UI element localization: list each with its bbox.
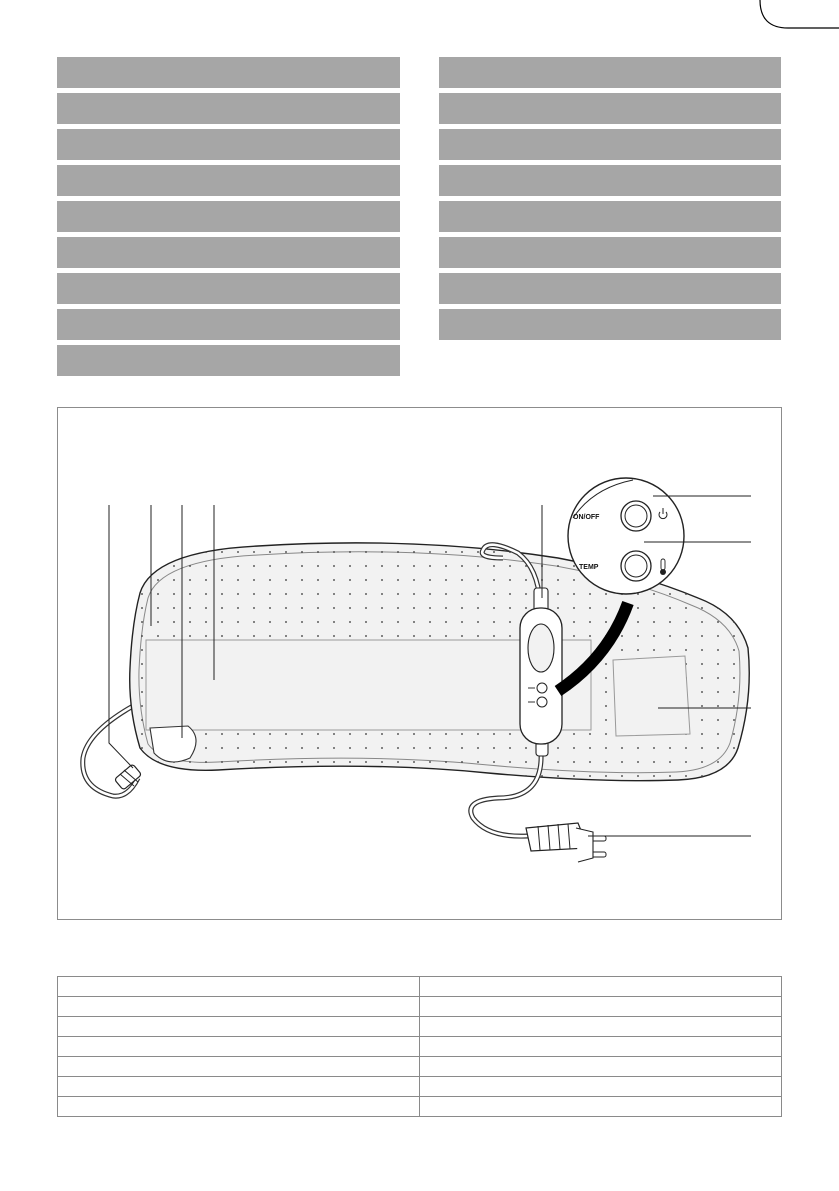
on-off-label: ON/OFF xyxy=(573,514,600,521)
table-cell xyxy=(420,997,782,1017)
table-row xyxy=(58,1057,782,1077)
language-bar-left-1 xyxy=(57,57,400,88)
controller-button-temp xyxy=(537,697,547,707)
table-cell xyxy=(58,1077,420,1097)
table-row xyxy=(58,1077,782,1097)
language-bar-left-6 xyxy=(57,237,400,268)
table-row xyxy=(58,977,782,997)
table-cell xyxy=(58,1037,420,1057)
controller-button-onoff xyxy=(537,683,547,693)
table-cell xyxy=(58,1097,420,1117)
language-bar-right-3 xyxy=(439,129,781,160)
language-bar-left-9 xyxy=(57,345,400,376)
table-cell xyxy=(58,1057,420,1077)
table-cell xyxy=(58,977,420,997)
language-bar-right-1 xyxy=(439,57,781,88)
controller-display xyxy=(528,624,554,672)
language-bar-left-4 xyxy=(57,165,400,196)
table-cell xyxy=(58,1017,420,1037)
table-cell xyxy=(58,997,420,1017)
table-row xyxy=(58,1037,782,1057)
thermometer-icon xyxy=(660,559,666,575)
table-cell xyxy=(420,1017,782,1037)
table-row xyxy=(58,997,782,1017)
language-bar-left-3 xyxy=(57,129,400,160)
heating-pad-drawing xyxy=(58,408,781,919)
table-cell xyxy=(420,1077,782,1097)
language-bar-left-8 xyxy=(57,309,400,340)
temp-label: TEMP xyxy=(579,564,599,571)
language-bar-left-2 xyxy=(57,93,400,124)
table-cell xyxy=(420,1037,782,1057)
language-bar-right-2 xyxy=(439,93,781,124)
language-bar-right-5 xyxy=(439,201,781,232)
product-illustration xyxy=(57,407,782,920)
table-cell xyxy=(420,1057,782,1077)
language-bar-right-4 xyxy=(439,165,781,196)
crop-mark xyxy=(0,0,839,40)
language-bar-left-7 xyxy=(57,273,400,304)
table-row xyxy=(58,1017,782,1037)
connector-plug xyxy=(114,764,141,790)
language-bar-right-6 xyxy=(439,237,781,268)
hand-controller xyxy=(520,588,562,756)
language-bar-right-8 xyxy=(439,309,781,340)
mains-plug xyxy=(526,823,606,862)
table-cell xyxy=(420,1097,782,1117)
language-bar-right-7 xyxy=(439,273,781,304)
specification-table xyxy=(57,976,782,1117)
table-row xyxy=(58,1097,782,1117)
table-cell xyxy=(420,977,782,997)
heating-panel-right xyxy=(613,656,690,736)
language-bar-left-5 xyxy=(57,201,400,232)
